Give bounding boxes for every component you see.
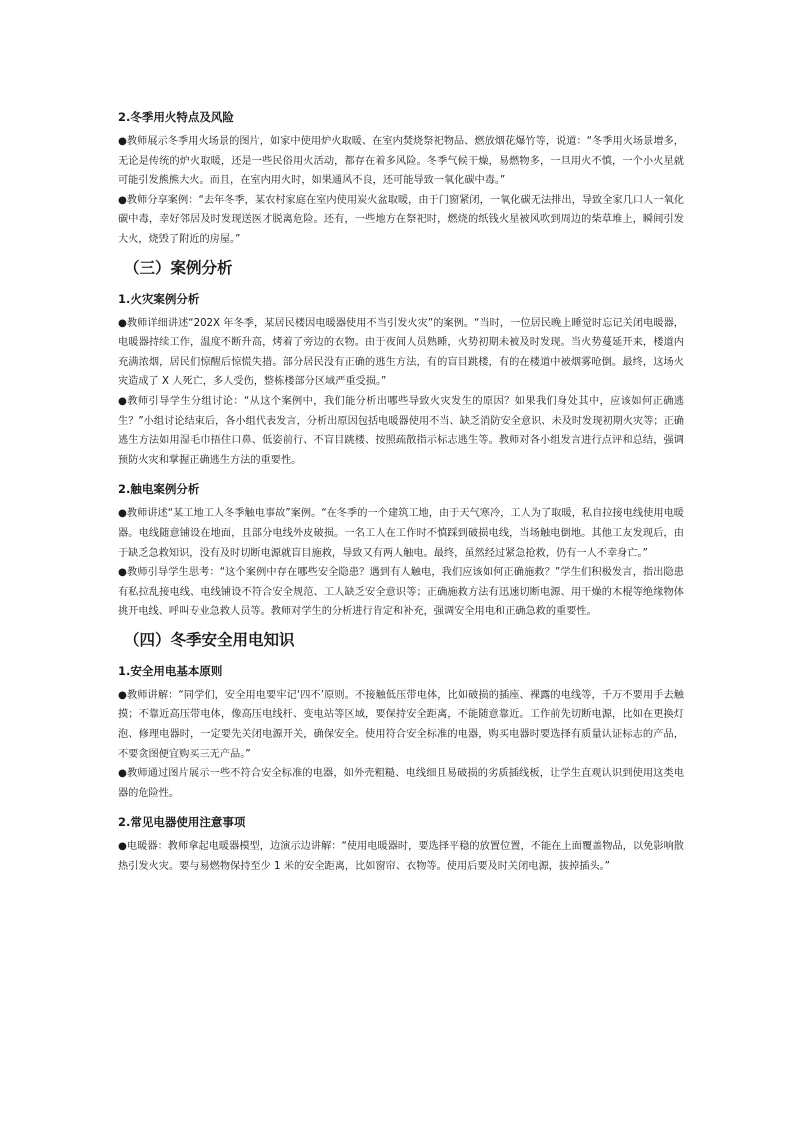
subsection-heading-winter-fire: 2.冬季用火特点及风险 <box>118 110 234 124</box>
paragraph-unsafe-appliances: ●教师通过图片展示一些不符合安全标准的电器，如外壳粗糙、电线细且易破损的劣质插线板，让学生直观认识到使用这类电器的危险性。 <box>118 768 684 799</box>
paragraph-electric-heater: ●电暖器：教师拿起电暖器模型，边演示边讲解：“使用电暖器时，要选择平稳的放置位置，不能在上面覆盖物品，以免影响散热引发火灾。要与易燃物保持至少 1 米的安全距离，比如窗帘、衣物等。使用后要及时关闭电源，拔掉插头。” <box>118 841 684 873</box>
paragraph-winter-fire-scenes: ●教师展示冬季用火场景的图片，如家中使用炉火取暖、在室内焚烧祭祀物品、燃放烟花爆竹等，说道：“冬季用火场景增多，无论是传统的炉火取暖，还是一些民俗用火活动，都存在着多风险。冬季气候干燥，易燃物多，一旦用火不慎，一个小火星就可能引发熊熊大火。而且，在室内用火时，如果通风不良，还可能导致一氧化碳中毒。” <box>118 136 684 187</box>
subsection-heading-electric-shock-case: 2.触电案例分析 <box>118 482 200 497</box>
section-title-winter-electric-safety: （四）冬季安全用电知识 <box>124 630 295 649</box>
subsection-heading-basic-principles: 1.安全用电基本原则 <box>118 663 223 678</box>
document-page <box>118 108 684 877</box>
subsection-heading-fire-case: 1.火灾案例分析 <box>118 291 200 306</box>
paragraph-fire-case-discussion: ●教师引导学生分组讨论：“从这个案例中，我们能分析出哪些导致火灾发生的原因？如果我们身处其中，应该如何正确逃生？”小组讨论结束后，各小组代表发言，分析出原因包括电暖器使用不当、缺乏消防安全意识、未及时发现初期火灾等；正确逃生方法如用湿毛巾捂住口鼻、低姿前行、不盲目跳楼、按照疏散指示标志逃生等。教师对各小组发言进行点评和总结，强调预防火灾和掌握正确逃生方法的重要性。 <box>118 395 684 466</box>
subsection-heading-appliance-notes: 2.常见电器使用注意事项 <box>118 815 246 830</box>
paragraph-four-no-principles: ●教师讲解：“同学们，安全用电要牢记‘四不’原则。不接触低压带电体，比如破损的插座、裸露的电线等，千万不要用手去触摸；不靠近高压带电体，像高压电线杆、变电站等区域，要保持安全距离，不能随意靠近。工作前先切断电源，比如在更换灯泡、修理电器时，一定要先关闭电源开关，确保安全。使用符合安全标准的电器，购买电器时要选择有质量认证标志的产品，不要贪图便宜购买三无产品。” <box>118 689 684 760</box>
spacer <box>118 470 684 480</box>
paragraph-winter-fire-case: ●教师分享案例：“去年冬季，某农村家庭在室内使用炭火盆取暖，由于门窗紧闭，一氧化碳无法排出，导致全家几口人一氧化碳中毒，幸好邻居及时发现送医才脱离危险。还有，一些地方在祭祀时，燃烧的纸钱火星被风吹到周边的柴草堆上，瞬间引发大火，烧毁了附近的房屋。” <box>118 194 684 245</box>
spacer <box>118 803 684 813</box>
paragraph-shock-case-story: ●教师讲述“某工地工人冬季触电事故”案例。“在冬季的一个建筑工地，由于天气寒冷，工人为了取暖，私自拉接电线使用电暖器。电线随意铺设在地面，且部分电线外皮破损。一名工人在工作时不慎踩到破损电线，当场触电倒地。其他工友发现后，由于缺乏急救知识，没有及时切断电源就盲目施救，导致又有两人触电。最终，虽然经过紧急抢救，仍有一人不幸身亡。” <box>118 508 684 559</box>
section-title-case-analysis: （三）案例分析 <box>124 258 233 277</box>
paragraph-shock-case-discussion: ●教师引导学生思考：“这个案例中存在哪些安全隐患？遇到有人触电，我们应该如何正确施救？”学生们积极发言，指出隐患有私拉乱接电线、电线铺设不符合安全规范、工人缺乏安全意识等；正确施救方法有迅速切断电源、用干燥的木棍等绝缘物体挑开电线、呼叫专业急救人员等。教师对学生的分析进行肯定和补充，强调安全用电和正确急救的重要性。 <box>118 567 684 618</box>
paragraph-fire-case-story: ●教师详细讲述“202X 年冬季，某居民楼因电暖器使用不当引发火灾”的案例。“当时，一位居民晚上睡觉时忘记关闭电暖器，电暖器持续工作，温度不断升高，烤着了旁边的衣物。由于夜间人员熟睡，火势初期未被及时发现。当火势蔓延开来，楼道内充满浓烟，居民们惊醒后惊慌失措。部分居民没有正确的逃生方法，有的盲目跳楼，有的在楼道中被烟雾呛倒。最终，这场火灾造成了 X 人死亡，多人受伤，整栋楼部分区域严重受损。” <box>118 317 684 388</box>
